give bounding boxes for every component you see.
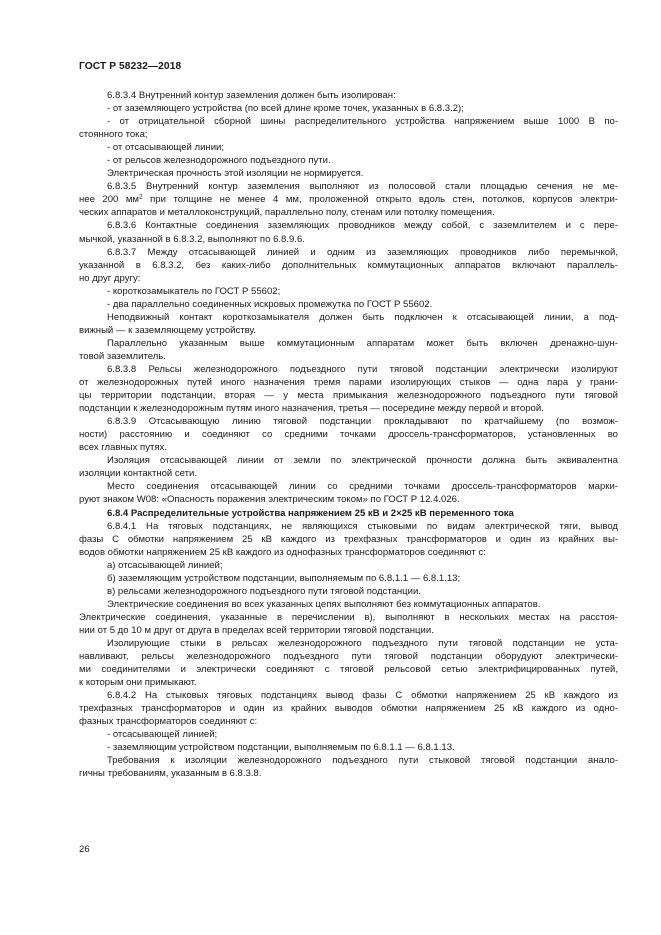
text-line: 6.8.3.7 Между отсасывающей линией и одним из заземляющих проводников либо перемычкой, bbox=[107, 246, 618, 258]
text-line: трехфазных трансформаторов и один из крайних выводов обмотки напряжением 25 кВ каждого из одно- bbox=[79, 703, 618, 715]
text-fragment: нее 200 мм bbox=[79, 194, 139, 206]
text-line: 6.8.3.6 Контактные соединения заземляющих проводников между собой, с заземлителем и с пере- bbox=[107, 220, 618, 232]
superscript: 2 bbox=[138, 193, 143, 201]
text-line: указанной в 6.8.3.2, без каких-либо дополнительных коммутационных аппаратов включают параллель- bbox=[79, 259, 618, 271]
text-line: цы территории подстанции, вторая — у места примыкания железнодорожного подъездного пути тяговой bbox=[79, 390, 618, 402]
text-fragment: при толщине не менее 4 мм, проложенной открыто вдоль стен, потолков, корпусов электри- bbox=[142, 194, 618, 206]
text-line: ческих аппаратов и металлоконструкций, параллельно полу, стенам или потолку помещения. bbox=[79, 207, 495, 219]
text-line: Место соединения отсасывающей линии со средними точками дроссель-трансформаторов марки- bbox=[107, 481, 618, 493]
text-line: в) рельсами железнодорожного подъездного пути тяговой подстанции. bbox=[107, 585, 421, 597]
document-header: ГОСТ Р 58232—2018 bbox=[79, 61, 182, 72]
text-line: 6.8.4.2 На стыковых тяговых подстанциях вывод фазы С обмотки напряжением 25 кВ каждого из bbox=[107, 690, 618, 702]
text-line: фазных трансформаторов соединяют с: bbox=[79, 716, 258, 728]
text-line: руют знаком W08: «Опасность поражения электрическим током» по ГОСТ Р 12.4.026. bbox=[79, 494, 460, 506]
text-line: Электрическая прочность этой изоляции не нормируется. bbox=[107, 168, 364, 180]
text-line: вижный — к заземляющему устройству. bbox=[79, 324, 256, 336]
text-line: Изолирующие стыки в рельсах железнодорожного подъездного пути тяговой подстанции не уста- bbox=[107, 637, 618, 649]
text-line: 6.8.4.1 На тяговых подстанциях, не являющихся стыковыми по видам электрической тяги, вывод bbox=[107, 520, 618, 532]
text-line: - от заземляющего устройства (по всей длине кроме точек, указанных в 6.8.3.2); bbox=[107, 103, 464, 115]
page-number: 26 bbox=[79, 844, 90, 855]
text-line: 6.8.3.9 Отсасывающую линию тяговой подстанции прокладывают по кратчайшему (по возмож- bbox=[107, 416, 618, 428]
text-line: ми соединителями и электрически соединяют с тяговой рельсовой сетью электрифицированных путей, bbox=[79, 664, 618, 676]
text-line: - заземляющим устройством подстанции, выполняемым по 6.8.1.1 — 6.8.1.13. bbox=[107, 742, 455, 754]
text-line: гичны требованиям, указанным в 6.8.3.8. bbox=[79, 768, 262, 780]
text-line: Параллельно указанным выше коммутационным аппаратам может быть включен дренажно-шун- bbox=[107, 337, 618, 349]
text-line: товой заземлитель. bbox=[79, 350, 166, 362]
text-line: - от рельсов железнодорожного подъездного пути. bbox=[107, 155, 331, 167]
text-line: - два параллельно соединенных искровых промежутка по ГОСТ Р 55602. bbox=[107, 298, 433, 310]
text-line: Требования к изоляции железнодорожного подъездного пути стыковой тяговой подстанции анало- bbox=[107, 755, 618, 767]
text-line: 6.8.3.5 Внутренний контур заземления выполняют из полосовой стали площадью сечения не ме- bbox=[107, 181, 618, 193]
text-line: Электрические соединения, указанные в перечислении в), выполняют в нескольких местах на расстоя- bbox=[79, 611, 618, 623]
text-line: Электрические соединения во всех указанных цепях выполняют без коммутационных аппаратов. bbox=[107, 598, 541, 610]
text-line: но друг другу: bbox=[79, 272, 141, 284]
text-line: всех главных путях. bbox=[79, 442, 167, 454]
text-line bbox=[79, 193, 618, 206]
text-line: а) отсасывающей линией; bbox=[107, 559, 223, 571]
section-heading: 6.8.4 Распределительные устройства напряжением 25 кВ и 2×25 кВ переменного тока bbox=[107, 507, 514, 519]
text-line: подстанции к железнодорожным путям иного назначения, третья — посередине между первой и второй. bbox=[79, 403, 544, 415]
text-line: Неподвижный контакт короткозамыкателя должен быть подключен к отсасывающей линии, а под- bbox=[107, 311, 618, 323]
text-line: нии от 5 до 10 м друг от друга в пределах всей территории тяговой подстанции. bbox=[79, 624, 434, 636]
text-line: Изоляция отсасывающей линии от земли по электрической прочности должна быть эквивалентна bbox=[107, 455, 618, 467]
text-line: 6.8.3.8 Рельсы железнодорожного подъездного пути тяговой подстанции электрически изолируют bbox=[107, 363, 618, 375]
text-line: изоляции контактной сети. bbox=[79, 468, 198, 480]
text-line: стоянного тока; bbox=[79, 129, 148, 141]
text-line: от железнодорожных путей иного назначения тремя парами изолирующих стыков — одна пара у грани- bbox=[79, 377, 618, 389]
body-text bbox=[79, 89, 618, 780]
text-line: фазы С обмотки напряжением 25 кВ каждого из трехфазных трансформаторов и один из крайних вы- bbox=[79, 533, 618, 545]
text-line: - отсасывающей линией; bbox=[107, 729, 218, 741]
text-line: мычкой, указанной в 6.8.3.2, выполняют по 6.8.9.6. bbox=[79, 233, 305, 245]
text-line: - от отрицательной сборной шины распределительного устройства напряжением выше 1000 В по- bbox=[107, 116, 618, 128]
text-line: к которым они примыкают. bbox=[79, 677, 197, 689]
text-line: водов обмотки напряжением 25 кВ каждого из однофазных трансформаторов соединяют с: bbox=[79, 546, 486, 558]
text-line: - от отсасывающей линии; bbox=[107, 142, 225, 154]
text-line: навливают, рельсы железнодорожного подъездного пути тяговой подстанции оборудуют электрически- bbox=[79, 651, 618, 663]
text-line: б) заземляющим устройством подстанции, выполняемым по 6.8.1.1 — 6.8.1.13; bbox=[107, 572, 461, 584]
text-line: 6.8.3.4 Внутренний контур заземления должен быть изолирован: bbox=[107, 90, 396, 101]
text-line: - короткозамыкатель по ГОСТ Р 55602; bbox=[107, 285, 281, 297]
text-line: ности) расстоянию и соединяют со средними точками дроссель-трансформаторов, установленных во bbox=[79, 429, 618, 441]
